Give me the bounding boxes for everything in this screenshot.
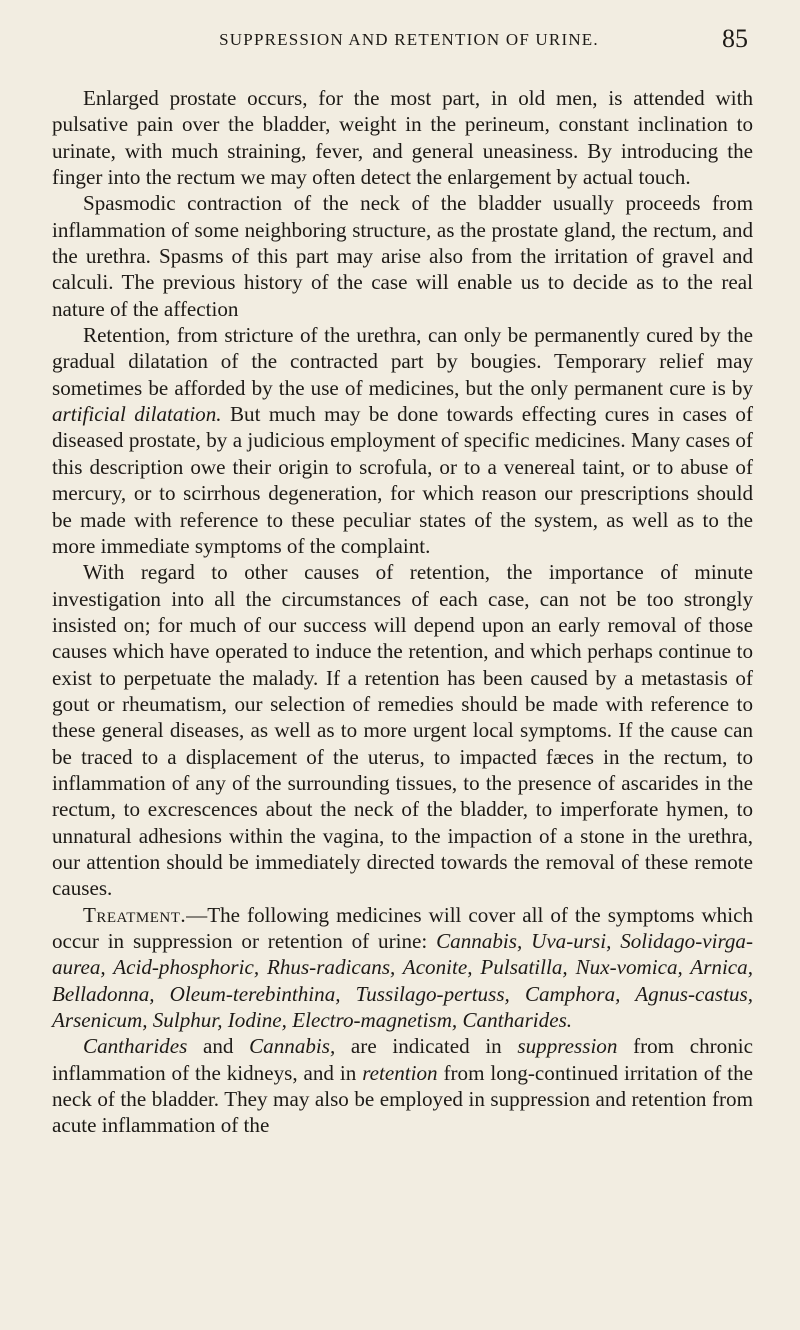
paragraph-spasmodic-contraction: Spasmodic contraction of the neck of the bladder usually proceeds from inflammation of some neighboring structure, as the prostate gland, the rectum, and the urethra. Spasms of this part may arise also from the irritation of gravel and calculi. The previous history of the case will enable us to decide as to the real nature of the affection <box>52 191 753 321</box>
emphasis-retention: retention <box>362 1060 438 1085</box>
remedy-name: Cantharides <box>83 1034 188 1059</box>
running-head <box>70 24 748 64</box>
remedy-list: Cannabis, Uva-ursi, Solidago-virga-aurea, Acid-phosphoric, Rhus-radicans, Aconite, Pulsatilla, Nux-vomica, Arnica, Belladonna, Oleum-terebinthina, Tussilago-pertuss, Camphora, Agnus-castus, Arsenicum, Sulphur, Iodine, Electro-magnetism, Cantharides. <box>52 929 753 1033</box>
paragraph-other-causes: With regard to other causes of retention, the importance of minute investigation into all the circumstances of each case, can not be too strongly insisted on; for much of our success will depend upon an early removal of those causes which have operated to induce the retention, and which perhaps continue to exist to perpetuate the malady. If a retention has been caused by a metastasis of gout or rheumatism, our selection of remedies should be made with reference to these general diseases, as well as to more urgent local symptoms. If the cause can be traced to a displacement of the uterus, to impacted fæces in the rectum, to inflammation of any of the surrounding tissues, to the presence of ascarides in the rectum, to excrescences about the neck of the bladder, to imperforate hymen, to unnatural adhesions within the vagina, to the impaction of a stone in the urethra, our attention should be immediately directed towards the removal of these remote causes. <box>52 560 753 901</box>
paragraph-enlarged-prostate: Enlarged prostate occurs, for the most part, in old men, is attended with pulsative pain over the bladder, weight in the perineum, constant inclination to urinate, with much straining, fever, and general uneasiness. By introducing the finger into the rectum we may often detect the enlargement by actual touch. <box>52 86 753 190</box>
emphasis-artificial-dilatation: artificial dilatation. <box>52 402 222 427</box>
treatment-label: Treatment. <box>83 902 187 927</box>
text-run: Retention, from stricture of the urethra, can only be permanently cured by the gradual dilatation of the contracted part by bougies. Temporary relief may sometimes be afforded by the use of medicines, but the only permanent cure is by <box>52 323 753 400</box>
remedy-name: Cannabis, <box>249 1034 336 1059</box>
paragraph-treatment <box>52 902 753 1034</box>
text-run: from long-continued irritation of the neck of the bladder. They may also be employed in suppression and retention from acute inflammation of the <box>52 1060 753 1138</box>
emphasis-suppression: suppression <box>517 1034 618 1059</box>
text-run: —The following medicines will cover all of the symptoms which occur in suppression or retention of urine: <box>52 902 753 953</box>
text-run: from chronic inflammation of the kidneys, and in <box>52 1034 753 1085</box>
paragraph-cantharides-cannabis <box>52 1033 753 1138</box>
text-run: But much may be done towards effecting cures in cases of diseased prostate, by a judicious employment of specific medicines. Many cases of this description owe their origin to scrofula, or to a venereal taint, or to abuse of mercury, or to scirrhous degeneration, for which reason our prescriptions should be made with reference to these peculiar states of the system, as well as to the more immediate symptoms of the complaint. <box>52 402 753 558</box>
text-run: are indicated in <box>335 1034 518 1059</box>
paragraph-stricture-retention <box>52 322 753 559</box>
running-title: SUPPRESSION AND RETENTION OF URINE. <box>219 30 599 49</box>
body-text <box>52 85 753 1139</box>
text-run: and <box>187 1034 250 1059</box>
page-number: 85 <box>722 24 748 53</box>
